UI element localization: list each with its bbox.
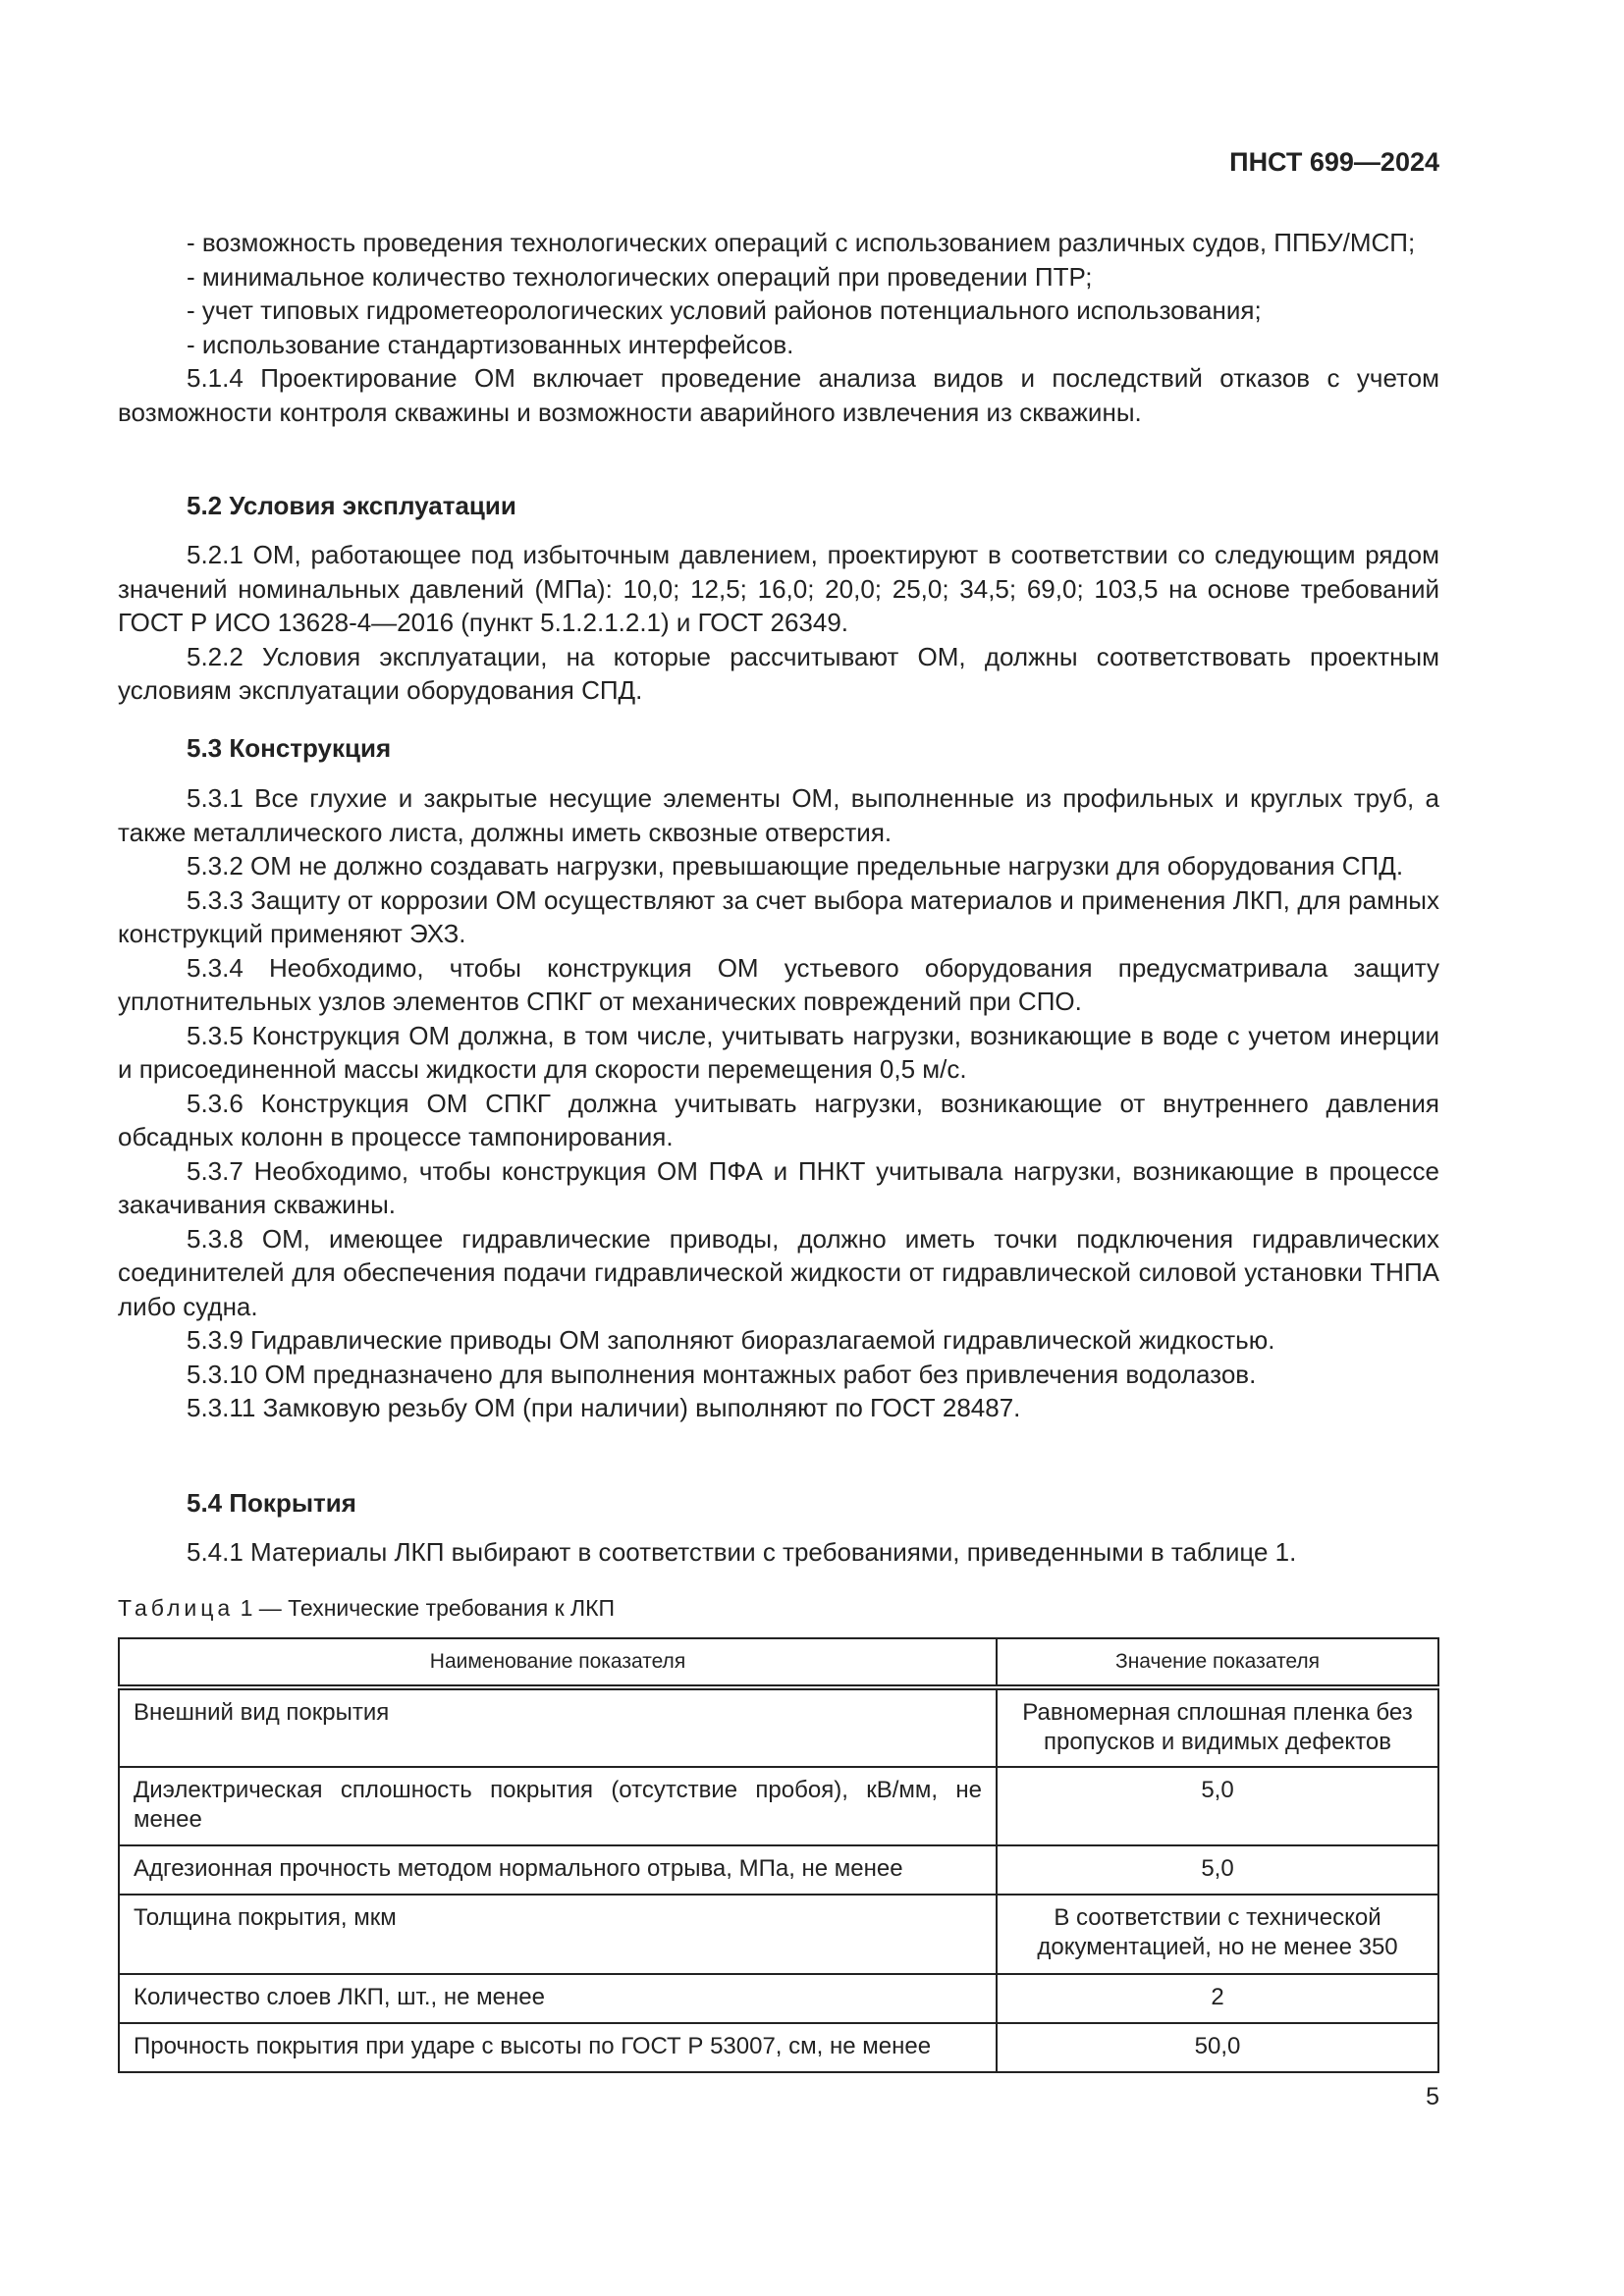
table-header-row: [119, 1638, 1438, 1687]
cell: Толщина покрытия, мкм: [119, 1895, 997, 1974]
cell: 5,0: [997, 1845, 1438, 1895]
paragraph: - возможность проведения технологических операций с использованием различных судов, ППБУ/МСП;: [187, 228, 1416, 257]
cell: В соответствии с технической документацией, но не менее 350: [997, 1895, 1438, 1974]
paragraph: 5.3.2 ОМ не должно создавать нагрузки, превышающие предельные нагрузки для оборудования СПД.: [187, 851, 1404, 881]
cell: Адгезионная прочность методом нормального отрыва, МПа, не менее: [119, 1845, 997, 1895]
paragraph: 5.3.11 Замковую резьбу ОМ (при наличии) выполняют по ГОСТ 28487.: [187, 1393, 1021, 1422]
document-id: ПНСТ 699—2024: [1229, 147, 1439, 177]
cell: 2: [997, 1974, 1438, 2023]
paragraph: 5.2.2 Условия эксплуатации, на которые рассчитывают ОМ, должны соответствовать проектным условиям эксплуатации оборудования СПД.: [118, 641, 1439, 705]
table-caption-label: Таблица: [118, 1595, 235, 1621]
section-5-2: [118, 538, 1439, 708]
table-row: [119, 1687, 1438, 1767]
paragraph: - минимальное количество технологических операций при проведении ПТР;: [187, 261, 1093, 292]
cell: Прочность покрытия при ударе с высоты по ГОСТ Р 53007, см, не менее: [119, 2023, 997, 2072]
table-row: [119, 1895, 1438, 1974]
paragraph: 5.3.9 Гидравлические приводы ОМ заполняют биоразлагаемой гидравлической жидкостью.: [187, 1325, 1275, 1355]
paragraph: 5.3.6 Конструкция ОМ СПКГ должна учитывать нагрузки, возникающие от внутреннего давления обсадных колонн в процессе тампонирования.: [118, 1088, 1439, 1151]
paragraph: 5.3.1 Все глухие и закрытые несущие элементы ОМ, выполненные из профильных и круглых труб, а также металлического листа, должны иметь сквозные отверстия.: [118, 783, 1439, 847]
page-number: 5: [1426, 2083, 1439, 2110]
requirements-table: [118, 1637, 1439, 2073]
paragraph: 5.2.1 ОМ, работающее под избыточным давлением, проектируют в соответствии со следующим рядом значений номинальных давлений (МПа): 10,0; 12,5; 16,0; 20,0; 25,0; 34,5; 69,0; 103,5 на основе требований ГОСТ Р ИСО 13628-4—2016 (пункт 5.1.2.1.2.1) и ГОСТ 26349.: [118, 540, 1439, 637]
cell: Количество слоев ЛКП, шт., не менее: [119, 1974, 997, 2023]
column-header: Значение показателя: [997, 1638, 1438, 1687]
table-row: [119, 1767, 1438, 1845]
paragraph: 5.3.10 ОМ предназначено для выполнения монтажных работ без привлечения водолазов.: [187, 1359, 1257, 1389]
section-heading-5-4: 5.4 Покрытия: [187, 1488, 356, 1518]
table-caption: [118, 1591, 1439, 1625]
table-caption-text: 1 — Технические требования к ЛКП: [234, 1595, 616, 1621]
section-heading-5-3: 5.3 Конструкция: [187, 733, 392, 763]
block-5-1: [118, 226, 1439, 429]
column-header: Наименование показателя: [119, 1638, 997, 1687]
table-row: [119, 1845, 1438, 1895]
cell: Диэлектрическая сплошность покрытия (отсутствие пробоя), кВ/мм, не менее: [119, 1767, 997, 1845]
section-5-3: [118, 781, 1439, 1425]
table-row: [119, 1974, 1438, 2023]
paragraph: - использование стандартизованных интерфейсов.: [187, 329, 794, 359]
paragraph: 5.3.8 ОМ, имеющее гидравлические приводы, должно иметь точки подключения гидравлических соединителей для обеспечения подачи гидравлической жидкости от гидравлической силовой установки ТНПА либо судна.: [118, 1223, 1439, 1321]
table-row: [119, 2023, 1438, 2072]
cell: 5,0: [997, 1767, 1438, 1845]
cell: 50,0: [997, 2023, 1438, 2072]
paragraph: 5.4.1 Материалы ЛКП выбирают в соответствии с требованиями, приведенными в таблице 1.: [187, 1537, 1297, 1567]
section-heading-5-2: 5.2 Условия эксплуатации: [187, 491, 516, 520]
cell: Внешний вид покрытия: [119, 1687, 997, 1767]
paragraph: 5.3.5 Конструкция ОМ должна, в том числе, учитывать нагрузки, возникающие в воде с учетом инерции и присоединенной массы жидкости для скорости перемещения 0,5 м/с.: [118, 1020, 1439, 1084]
paragraph: 5.3.7 Необходимо, чтобы конструкция ОМ ПФА и ПНКТ учитывала нагрузки, возникающие в процессе закачивания скважины.: [118, 1155, 1439, 1219]
paragraph: 5.1.4 Проектирование ОМ включает проведение анализа видов и последствий отказов с учетом возможности контроля скважины и возможности аварийного извлечения из скважины.: [118, 363, 1439, 427]
paragraph: 5.3.4 Необходимо, чтобы конструкция ОМ устьевого оборудования предусматривала защиту уплотнительных узлов элементов СПКГ от механических повреждений при СПО.: [118, 952, 1439, 1016]
paragraph: 5.3.3 Защиту от коррозии ОМ осуществляют за счет выбора материалов и применения ЛКП, для рамных конструкций применяют ЭХЗ.: [118, 884, 1439, 948]
cell: Равномерная сплошная пленка без пропусков и видимых дефектов: [997, 1687, 1438, 1767]
section-5-4: [118, 1535, 1439, 1570]
paragraph: - учет типовых гидрометеорологических условий районов потенциального использования;: [187, 295, 1262, 325]
